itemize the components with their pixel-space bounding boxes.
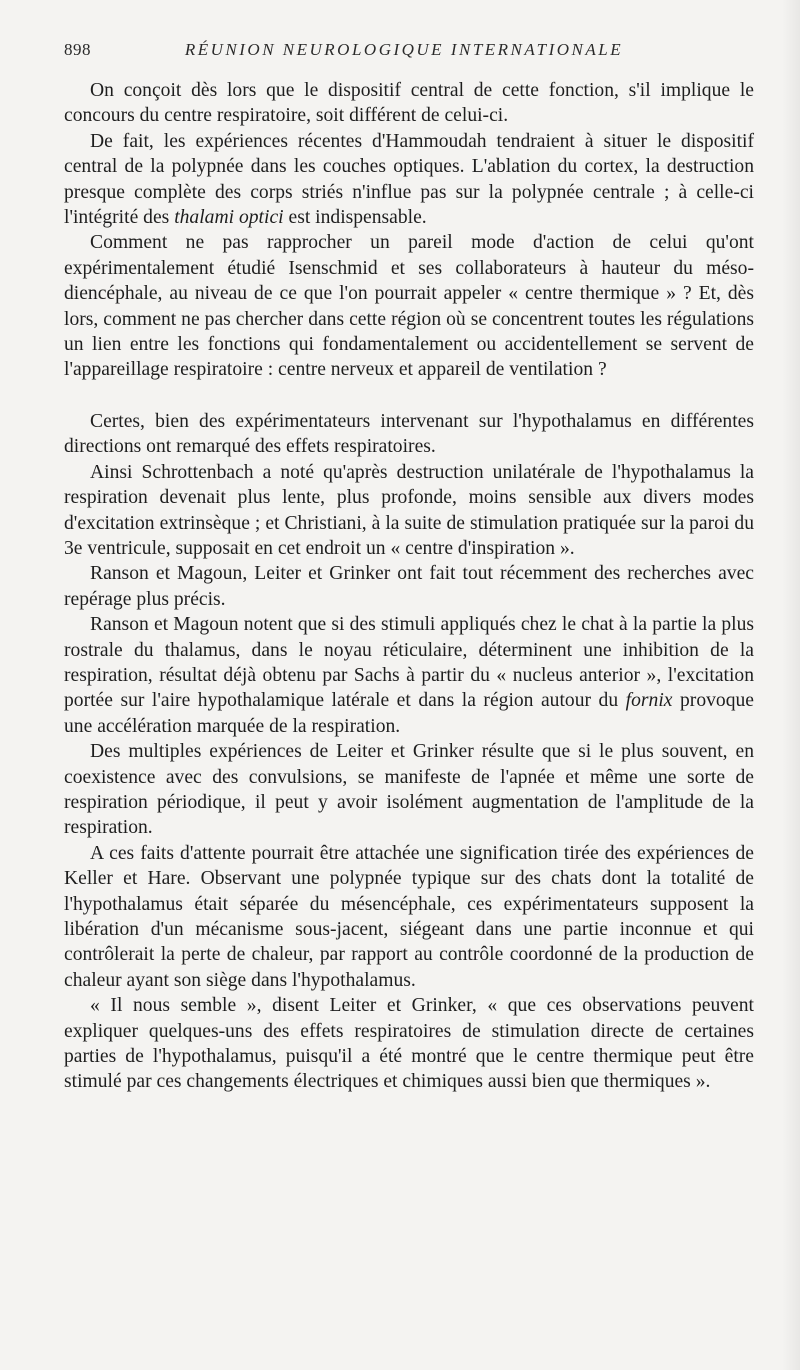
- paragraph: De fait, les expériences récentes d'Hammoudah tendraient à situer le dispositif central de la polypnée dans les couches optiques. L'ablation du cortex, la destruction presque complète des corps striés n'influe pas sur la polypnée centrale ; à celle-ci l'intégrité des thalami optici est indispensable.: [64, 130, 754, 229]
- page-number: 898: [64, 40, 91, 59]
- paragraph: Ranson et Magoun notent que si des stimuli appliqués chez le chat à la partie la plus rostrale du thalamus, dans le noyau réticulaire, déterminent une inhibition de la respiration, résultat déjà obtenu par Sachs à partir du « nucleus anterior », l'excitation portée sur l'aire hypothalamique latérale et dans la région autour du fornix provoque une accélération marquée de la respiration.: [64, 614, 755, 737]
- body-text: [64, 78, 754, 1095]
- paragraph: Comment ne pas rapprocher un pareil mode d'action de celui qu'ont expérimentalement étudié Isenschmid et ses collaborateurs à hauteur du méso-diencéphale, au niveau de ce que l'on pourrait appeler « centre thermique » ? Et, dès lors, comment ne pas chercher dans cette région où se concentrent toutes les régulations un lien entre les fonctions qui fondamentalement ou accidentellement se servent de l'appareillage respiratoire : centre nerveux et appareil de ventilation ?: [64, 232, 754, 381]
- running-head: RÉUNION NEUROLOGIQUE INTERNATIONALE: [184, 40, 624, 59]
- page-edge-shadow: [782, 0, 800, 1370]
- paragraph: « Il nous semble », disent Leiter et Grinker, « que ces observations peuvent expliquer quelques-uns des effets respiratoires de stimulation directe de certaines parties de l'hypothalamus, puisqu'il a été montré que le centre thermique peut être stimulé par ces changements électriques et chimiques aussi bien que thermiques ».: [64, 995, 754, 1093]
- page-header: [64, 40, 744, 70]
- paragraph: Certes, bien des expérimentateurs intervenant sur l'hypothalamus en différentes directions ont remarqué des effets respiratoires.: [64, 410, 754, 458]
- paragraph: A ces faits d'attente pourrait être attachée une signification tirée des expériences de Keller et Hare. Observant une polypnée typique sur des chats dont la totalité de l'hypothalamus était séparée du mésencéphale, ces expérimentateurs supposent la libération d'un mécanisme sous-jacent, siégeant dans une partie inconnue et qui contrôlerait la perte de chaleur, par rapport au contrôle coordonné de la production de chaleur ayant son siège dans l'hypothalamus.: [64, 842, 754, 991]
- paragraph: Des multiples expériences de Leiter et Grinker résulte que si le plus souvent, en coexistence avec des convulsions, se manifeste de l'apnée et même une sorte de respiration périodique, il peut y avoir isolément augmentation de l'amplitude de la respiration.: [64, 741, 754, 839]
- italic-term: thalami optici: [174, 207, 284, 229]
- italic-term: fornix: [625, 690, 673, 712]
- paragraph: On conçoit dès lors que le dispositif central de cette fonction, s'il implique le concours du centre respiratoire, soit différent de celui-ci.: [64, 80, 754, 127]
- paragraph: Ranson et Magoun, Leiter et Grinker ont fait tout récemment des recherches avec repérage plus précis.: [64, 563, 754, 610]
- paragraph: Ainsi Schrottenbach a noté qu'après destruction unilatérale de l'hypothalamus la respiration devenait plus lente, plus profonde, moins sensible aux divers modes d'excitation extrinsèque ; et Christiani, à la suite de stimulation pratiquée sur la paroi du 3e ventricule, supposait en cet endroit un « centre d'inspiration ».: [64, 461, 754, 559]
